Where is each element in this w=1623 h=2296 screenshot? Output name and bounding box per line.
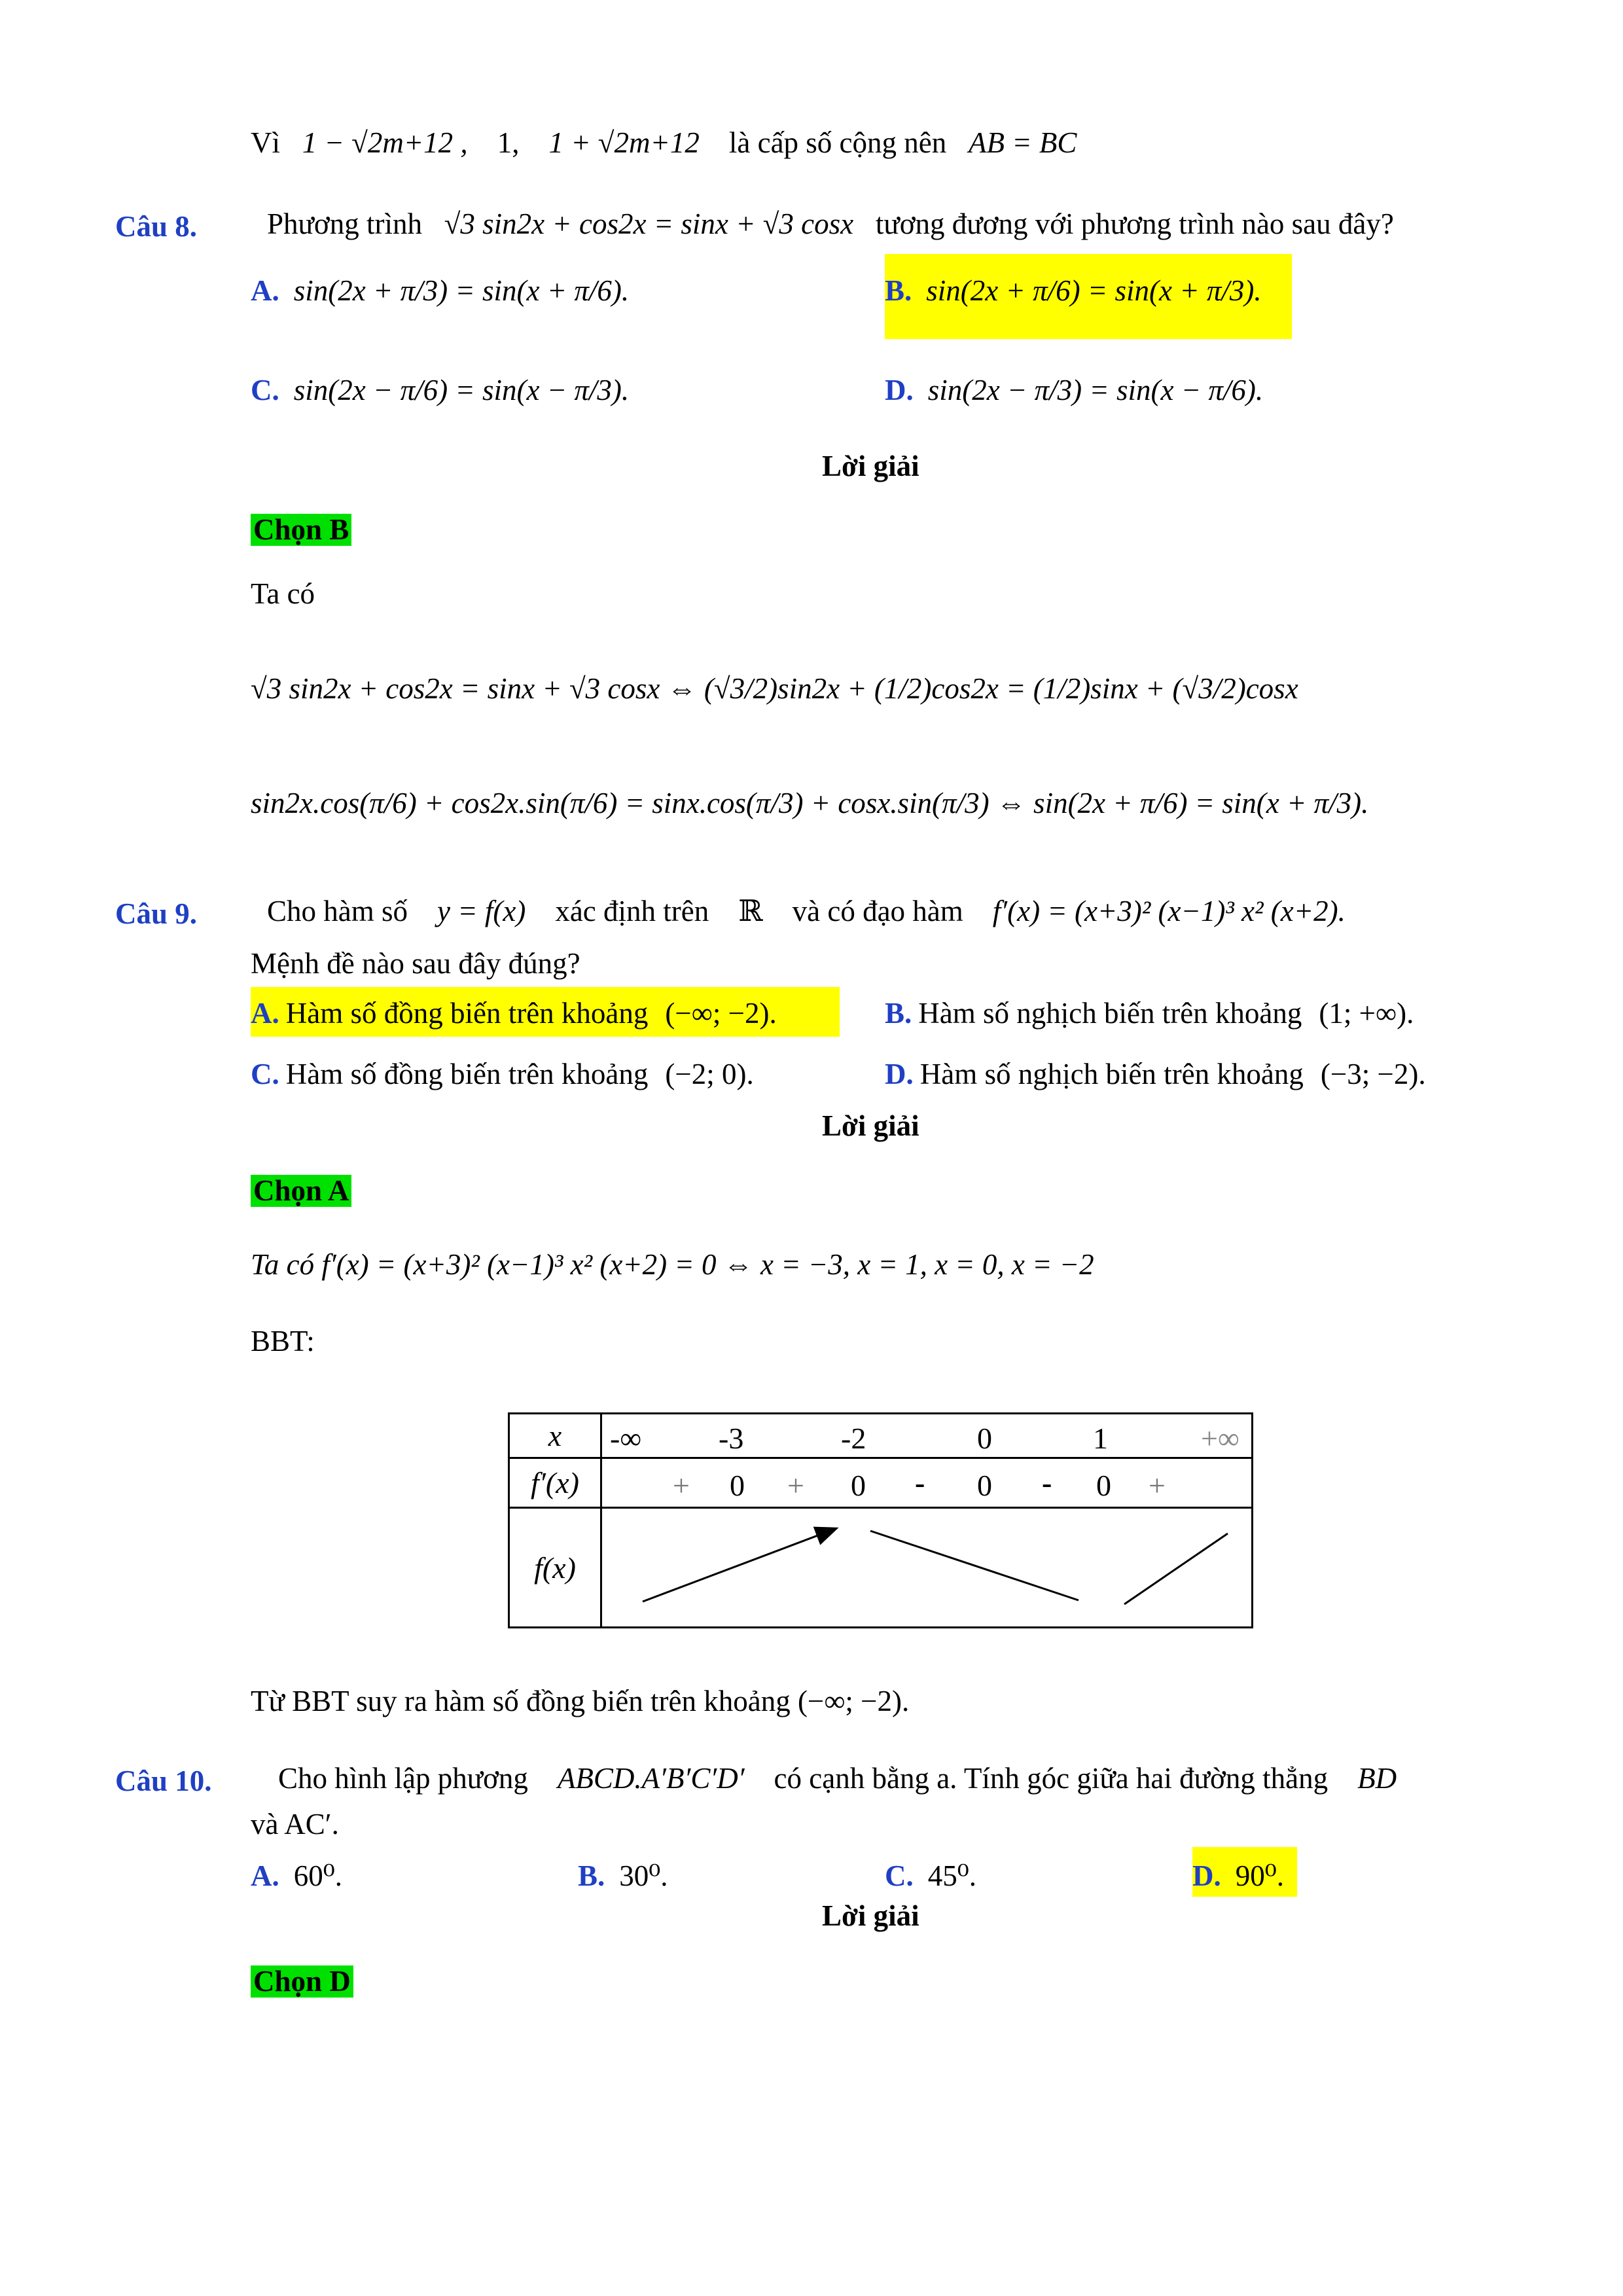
- q10-option-a-label: A.: [251, 1859, 279, 1892]
- q9-option-c-math: (−2; 0).: [665, 1058, 754, 1090]
- bbt-x-1: 1: [1093, 1422, 1108, 1455]
- q8-stem-post: tương đương với phương trình nào sau đây?: [875, 207, 1394, 240]
- q8-option-d[interactable]: [885, 373, 1263, 407]
- q10-option-d-label: D.: [1192, 1859, 1221, 1892]
- q9-option-b-math: (1; +∞).: [1319, 997, 1414, 1030]
- q9-stem-reals: ℝ: [738, 895, 763, 927]
- q9-stem-derivative: f′(x) = (x+3)² (x−1)³ x² (x+2).: [992, 895, 1346, 927]
- q9-option-d-text: Hàm số nghịch biến trên khoảng: [919, 1058, 1304, 1090]
- q8-derivation-line-2: sin2x.cos(π/6) + cos2x.sin(π/6) = sinx.cos(π/3) + cosx.sin(π/3) ⇔ sin(2x + π/6) = sin(x + π/3).: [251, 787, 1369, 819]
- q9-stem-function: y = f(x): [437, 895, 526, 927]
- q8-option-a-label: A.: [251, 274, 279, 307]
- q9-stem-line-2: Mệnh đề nào sau đây đúng?: [251, 947, 580, 980]
- q8-option-b-text: sin(2x + π/6) = sin(x + π/3).: [926, 274, 1262, 307]
- q9-option-c-label: C.: [251, 1058, 279, 1090]
- bbt-x-pos-inf: +∞: [1201, 1422, 1240, 1455]
- bbt-sign-5: +: [1149, 1469, 1166, 1502]
- q8-option-b-label: B.: [885, 274, 912, 307]
- q8-option-d-label: D.: [885, 374, 914, 406]
- q9-stem-a: Cho hàm số: [267, 895, 408, 927]
- q9-option-d-math: (−3; −2).: [1320, 1058, 1426, 1090]
- q10-choice: Chọn D: [251, 1965, 353, 1998]
- q8-stem-equation: √3 sin2x + cos2x = sinx + √3 cosx: [444, 207, 854, 240]
- bbt-zero-2: 0: [851, 1469, 866, 1502]
- q8-choice: Chọn B: [251, 514, 351, 546]
- q8-option-b[interactable]: [885, 274, 1262, 308]
- q8-derivation-line-1: √3 sin2x + cos2x = sinx + √3 cosx ⇔ (√3/2)sin2x + (1/2)cos2x = (1/2)sinx + (√3/2)cosx: [251, 672, 1298, 705]
- bbt-sign-2: +: [787, 1469, 804, 1502]
- q10-option-c[interactable]: [885, 1859, 976, 1893]
- bbt-zero-4: 0: [1096, 1469, 1111, 1502]
- q10-option-d[interactable]: [1192, 1859, 1284, 1893]
- q10-stem-line-1: [278, 1764, 1397, 1793]
- intro-conclusion: AB = BC: [969, 126, 1077, 159]
- q10-stem-bd: BD: [1357, 1762, 1397, 1795]
- q8-option-c-text: sin(2x − π/6) = sin(x − π/3).: [293, 374, 630, 406]
- q10-stem-cube: ABCD.A′B′C′D′: [557, 1762, 745, 1795]
- intro-term-2: 1,: [497, 126, 520, 159]
- bbt-x-minus-3: -3: [719, 1422, 744, 1455]
- intro-text: là cấp số cộng nên: [728, 126, 947, 159]
- bbt-x-minus-2: -2: [841, 1422, 866, 1455]
- q9-stem-line-1: [267, 897, 1346, 926]
- q10-option-c-label: C.: [885, 1859, 914, 1892]
- q8-option-c[interactable]: [251, 373, 629, 407]
- bbt-zero-1: 0: [730, 1469, 745, 1502]
- q10-option-b-label: B.: [578, 1859, 605, 1892]
- bbt-row-fprime: [509, 1458, 1253, 1508]
- bbt-header-fprime: f′(x): [509, 1458, 601, 1508]
- q9-choice: Chọn A: [251, 1175, 351, 1207]
- q9-option-d-label: D.: [885, 1058, 914, 1090]
- q9-option-a-math: (−∞; −2).: [665, 997, 777, 1030]
- bbt-row-x: [509, 1414, 1253, 1458]
- bbt-arrows: [601, 1508, 1253, 1628]
- q9-option-b-label: B.: [885, 997, 912, 1030]
- q10-stem-c: có cạnh bằng a. Tính góc giữa hai đường thẳng: [774, 1762, 1329, 1795]
- bbt-arrow-increasing: [643, 1529, 835, 1602]
- q8-option-a-text: sin(2x + π/3) = sin(x + π/6).: [293, 274, 630, 307]
- q9-conclusion: Từ BBT suy ra hàm số đồng biến trên khoảng (−∞; −2).: [251, 1685, 910, 1717]
- bbt-line-decreasing: [870, 1531, 1079, 1600]
- bbt-x-values: [601, 1414, 1253, 1458]
- q9-option-b[interactable]: [885, 996, 1414, 1030]
- q10-option-d-text: 90⁰.: [1235, 1859, 1285, 1892]
- q10-solution-title: Lời giải: [822, 1899, 919, 1932]
- q9-option-a-label: A.: [251, 997, 279, 1030]
- q9-label: Câu 9.: [115, 897, 198, 930]
- q8-stem-pre: Phương trình: [267, 207, 422, 240]
- q8-stem: [267, 209, 1394, 239]
- q8-ta-co: Ta có: [251, 577, 315, 610]
- q10-option-b[interactable]: [578, 1859, 668, 1893]
- q10-label: Câu 10.: [115, 1765, 212, 1797]
- q9-option-c[interactable]: [251, 1057, 754, 1091]
- intro-term-3: 1 + √2m+12: [548, 126, 700, 159]
- q9-option-a[interactable]: [251, 996, 777, 1030]
- q9-solution-title: Lời giải: [822, 1109, 919, 1142]
- q8-option-c-label: C.: [251, 374, 279, 406]
- q10-stem-a: Cho hình lập phương: [278, 1762, 528, 1795]
- bbt-x-0: 0: [977, 1422, 992, 1455]
- bbt-arrow-graph: [602, 1509, 1257, 1626]
- q9-stem-e: và có đạo hàm: [792, 895, 963, 927]
- q10-option-c-text: 45⁰.: [927, 1859, 977, 1892]
- q8-option-d-text: sin(2x − π/3) = sin(x − π/6).: [927, 374, 1264, 406]
- bbt-header-f: f(x): [509, 1508, 601, 1628]
- q10-option-b-text: 30⁰.: [619, 1859, 668, 1892]
- bbt-line-increasing: [1124, 1534, 1228, 1604]
- intro-line: [251, 128, 1077, 158]
- bbt-row-f: [509, 1508, 1253, 1628]
- q8-option-a[interactable]: [251, 274, 629, 308]
- q9-ta-co: Ta có f′(x) = (x+3)² (x−1)³ x² (x+2) = 0 ⇔ x = −3, x = 1, x = 0, x = −2: [251, 1248, 1094, 1281]
- q8-solution-title: Lời giải: [822, 450, 919, 482]
- bbt-x-neg-inf: -∞: [610, 1422, 642, 1455]
- q9-option-d[interactable]: [885, 1057, 1426, 1091]
- bbt-signs: [601, 1458, 1253, 1508]
- q9-bbt-label: BBT:: [251, 1325, 315, 1357]
- q9-option-b-text: Hàm số nghịch biến trên khoảng: [918, 997, 1302, 1030]
- bbt-zero-3: 0: [977, 1469, 992, 1502]
- q9-option-c-text: Hàm số đồng biến trên khoảng: [285, 1058, 649, 1090]
- variation-table: [508, 1412, 1253, 1628]
- bbt-sign-3: -: [915, 1466, 925, 1499]
- bbt-header-x: x: [509, 1414, 601, 1458]
- q9-stem-c: xác định trên: [555, 895, 709, 927]
- q10-option-a-text: 60⁰.: [293, 1859, 343, 1892]
- intro-lead: Vì: [251, 126, 280, 159]
- q8-label: Câu 8.: [115, 210, 198, 243]
- intro-term-1: 1 − √2m+12 ,: [302, 126, 468, 159]
- bbt-sign-4: -: [1042, 1466, 1052, 1499]
- q10-stem-line-2: và AC′.: [251, 1808, 339, 1840]
- bbt-sign-1: +: [673, 1469, 690, 1502]
- q10-option-a[interactable]: [251, 1859, 342, 1893]
- q9-option-a-text: Hàm số đồng biến trên khoảng: [285, 997, 649, 1030]
